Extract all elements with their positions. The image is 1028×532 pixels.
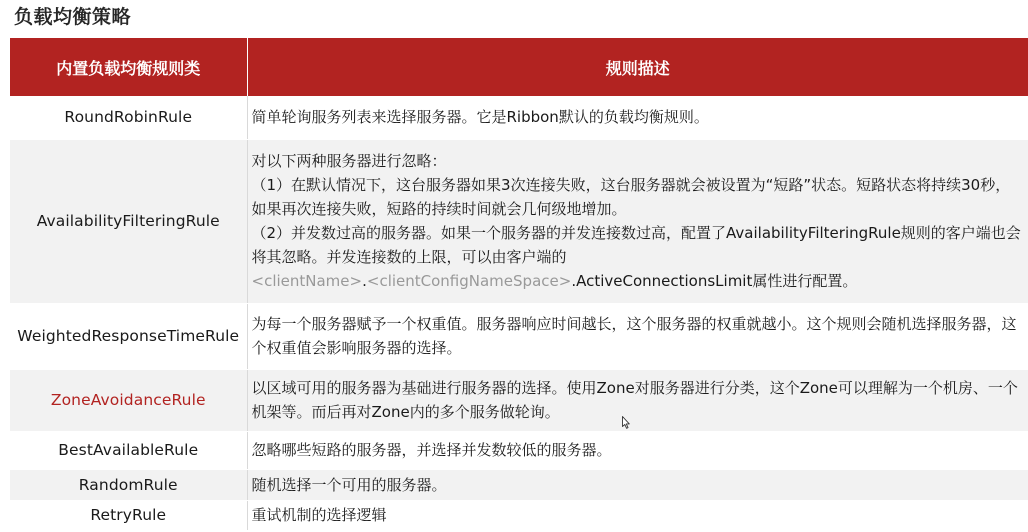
rule-class-name: BestAvailableRule	[10, 431, 247, 469]
load-balancing-rules-table	[10, 38, 1028, 531]
rule-class-name: AvailabilityFilteringRule	[10, 139, 247, 303]
table-row-randomrule	[10, 469, 1028, 500]
table-row-roundrobinrule	[10, 96, 1028, 139]
description-line: 对以下两种服务器进行忽略：	[251, 152, 447, 170]
page-title: 负载均衡策略	[14, 6, 132, 28]
rule-description: 随机选择一个可用的服务器。	[247, 469, 1028, 500]
rule-class-name: ZoneAvoidanceRule	[10, 369, 247, 431]
rule-description: 简单轮询服务列表来选择服务器。它是Ribbon默认的负载均衡规则。	[247, 96, 1028, 139]
rule-description: 以区域可用的服务器为基础进行服务器的选择。使用Zone对服务器进行分类，这个Zone可以理解为一个机房、一个机架等。而后再对Zone内的多个服务做轮询。	[247, 369, 1028, 431]
table-row-availabilityfilteringrule	[10, 139, 1028, 303]
rule-description: 忽略哪些短路的服务器，并选择并发数较低的服务器。	[247, 431, 1028, 469]
config-placeholder-namespace: <clientConfigNameSpace>	[366, 272, 572, 290]
description-text: （2）并发数过高的服务器。如果一个服务器的并发连接数过高，配置了AvailabilityFilteringRule规则的客户端也会将其忽略。并发连接数的上限，可以由客户端的	[251, 224, 1021, 266]
rule-description	[247, 139, 1028, 303]
table-row-weightedresponsetimerule	[10, 303, 1028, 369]
table-row-retryrule	[10, 500, 1028, 530]
column-header-rule-class: 内置负载均衡规则类	[10, 38, 247, 96]
table-header-row	[10, 38, 1028, 96]
description-paragraph: （1）在默认情况下，这台服务器如果3次连接失败，这台服务器就会被设置为“短路”状态。短路状态将持续30秒，如果再次连接失败，短路的持续时间就会几何级地增加。	[251, 176, 1011, 218]
rule-class-name: RetryRule	[10, 500, 247, 530]
rule-description: 为每一个服务器赋予一个权重值。服务器响应时间越长，这个服务器的权重就越小。这个规则会随机选择服务器，这个权重值会影响服务器的选择。	[247, 303, 1028, 369]
table-row-bestavailablerule	[10, 431, 1028, 469]
mouse-pointer-icon	[622, 416, 630, 429]
description-paragraph	[252, 221, 1023, 293]
table-row-zoneavoidancerule	[10, 369, 1028, 431]
config-dot: .	[362, 272, 367, 290]
rule-class-name: WeightedResponseTimeRule	[10, 303, 247, 369]
rule-class-name: RoundRobinRule	[10, 96, 247, 139]
config-property-text: .ActiveConnectionsLimit属性进行配置。	[571, 272, 858, 290]
column-header-rule-description: 规则描述	[247, 38, 1028, 96]
rule-description: 重试机制的选择逻辑	[247, 500, 1028, 530]
config-placeholder-client-name: <clientName>	[251, 272, 363, 290]
rule-class-name: RandomRule	[10, 469, 247, 500]
